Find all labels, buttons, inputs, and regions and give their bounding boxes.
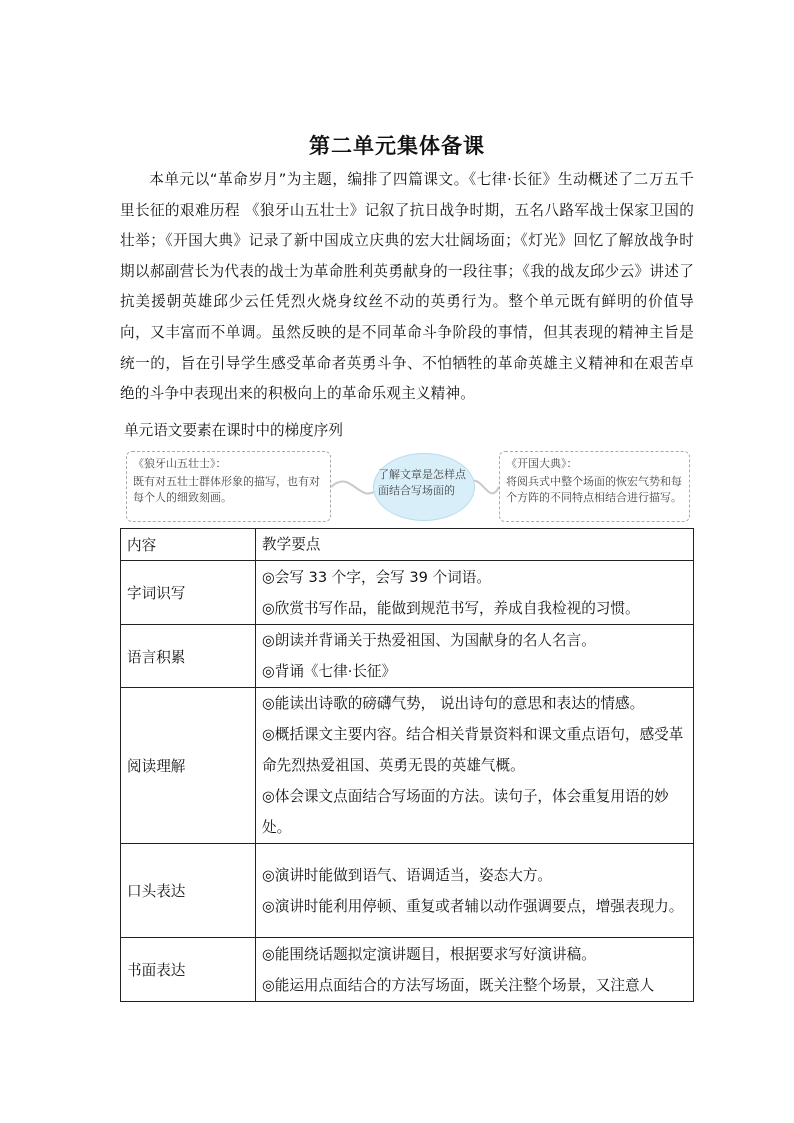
row-label: 阅读理解 — [121, 688, 256, 844]
point: ◎能读出诗歌的磅礴气势， 说出诗句的意思和表达的情感。 — [262, 695, 645, 712]
row-label: 书面表达 — [121, 938, 256, 1002]
header-teaching-points: 教学要点 — [256, 529, 694, 561]
header-content: 内容 — [121, 529, 256, 561]
point: ◎朗读并背诵关于热爱祖国、为国献身的名人名言。 — [262, 632, 596, 649]
teaching-points-table — [120, 528, 694, 1002]
left-note-box — [126, 451, 331, 522]
right-note-text: 将阅兵式中整个场面的恢宏气势和每个方阵的不同特点相结合进行描写。 — [506, 475, 682, 504]
row-points — [256, 625, 694, 688]
row-points — [256, 561, 694, 625]
table-row — [121, 938, 694, 1002]
row-label: 口头表达 — [121, 844, 256, 938]
row-label: 字词识写 — [121, 561, 256, 625]
right-note-box — [499, 451, 690, 522]
left-note-text: 既有对五壮士群体形象的描写，也有对每个人的细致刻画。 — [133, 475, 320, 504]
element-gradient-diagram — [120, 447, 694, 527]
table-row — [121, 688, 694, 844]
section-subheading: 单元语文要素在课时中的梯度序列 — [124, 422, 343, 439]
right-note-title: 《开国大典》： — [506, 457, 578, 470]
table-row — [121, 844, 694, 938]
point: ◎能围绕话题拟定演讲题目，根据要求写好演讲稿。 — [262, 945, 596, 963]
intro-paragraph: 本单元以“革命岁月”为主题，编排了四篇课文。《七律·长征》生动概述了二万五千里长征的艰难历程 《狼牙山五壮士》记叙了抗日战争时期，五名八路军战士保家卫国的壮举；《开国大典》记录了新中国成立庆典的宏大壮阔场面；《灯光》回忆了解放战争时期以郝副营长为代表的战士为革命胜利英勇献身的一段往事；《我的战友邱少云》讲述了抗美援朝英雄邱少云任凭烈火烧身纹丝不动的英勇行为。整个单元既有鲜明的价值导向，又丰富而不单调。虽然反映的是不同革命斗争阶段的事情，但其表现的精神主旨是统一的，旨在引导学生感受革命者英勇斗争、不怕牺牲的革命英雄主义精神和在艰苦卓绝的斗争中表现出来的积极向上的革命乐观主义精神。 — [120, 171, 694, 403]
point: ◎会写 33 个字，会写 39 个词语。 — [262, 568, 491, 586]
row-points — [256, 938, 694, 1002]
point: ◎能运用点面结合的方法写场面，既关注整个场景，又注意人 — [262, 976, 655, 994]
table-row — [121, 625, 694, 688]
point: ◎演讲时能做到语气、语调适当，姿态大方。 — [262, 866, 553, 884]
point: ◎体会课文点面结合写场面的方法。读句子，体会重复用语的妙处。 — [262, 788, 669, 836]
point: ◎演讲时能利用停顿、重复或者辅以动作强调要点，增强表现力。 — [262, 897, 684, 915]
row-points — [256, 844, 694, 938]
row-points — [256, 688, 694, 844]
row-label: 语言积累 — [121, 625, 256, 688]
table-row — [121, 561, 694, 625]
point: ◎概括课文主要内容。结合相关背景资料和课文重点语句，感受革命先烈热爱祖国、英勇无畏的英雄气概。 — [262, 726, 684, 774]
table-header-row — [121, 529, 694, 561]
point: ◎欣赏书写作品，能做到规范书写，养成自我检视的习惯。 — [262, 599, 640, 617]
center-ellipse-text: 了解文章是怎样点面结合写场面的 — [378, 468, 466, 497]
point: ◎背诵《七律·长征》 — [262, 663, 397, 680]
left-note-title: 《狼牙山五壮士》： — [133, 457, 227, 470]
page-title: 第二单元集体备课 — [309, 133, 485, 158]
